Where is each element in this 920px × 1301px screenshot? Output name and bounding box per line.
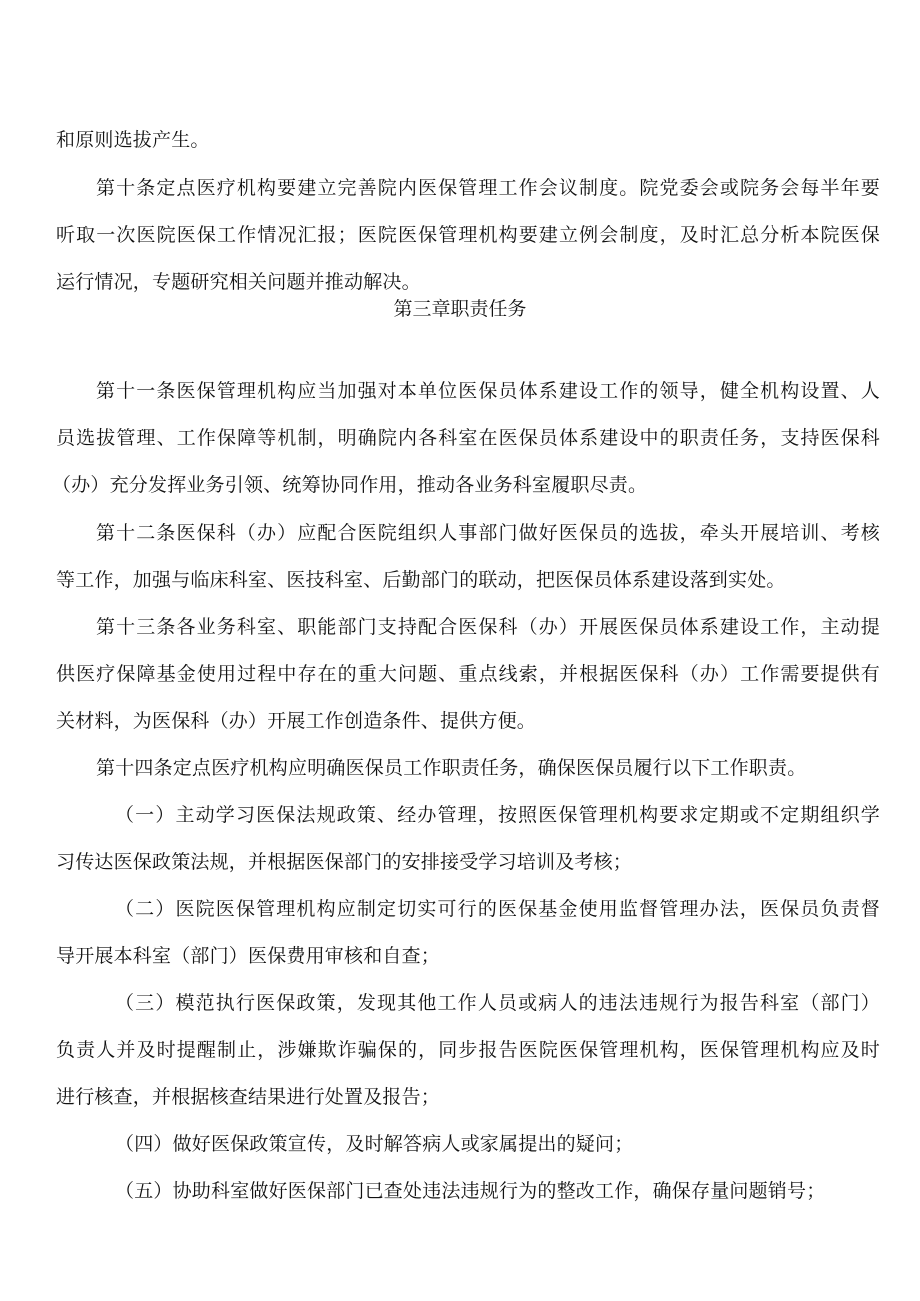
text-line: 供医疗保障基金使用过程中存在的重大问题、重点线索，并根据医保科（办）工作需要提供有 — [56, 663, 880, 685]
text-line: 导开展本科室（部门）医保费用审核和自查； — [56, 945, 441, 967]
text-line: （一）主动学习医保法规政策、经办管理，按照医保管理机构要求定期或不定期组织学 — [115, 804, 880, 826]
text-line: 关材料，为医保科（办）开展工作创造条件、提供方便。 — [56, 710, 537, 732]
text-line: 员选拔管理、工作保障等机制，明确院内各科室在医保员体系建设中的职责任务，支持医保科 — [56, 427, 880, 449]
text-line: （三）模范执行医保政策，发现其他工作人员或病人的违法违规行为报告科室（部门） — [115, 992, 880, 1014]
text-line: 第十一条医保管理机构应当加强对本单位医保员体系建设工作的领导，健全机构设置、人 — [96, 380, 880, 402]
text-line: 第十三条各业务科室、职能部门支持配合医保科（办）开展医保员体系建设工作，主动提 — [96, 616, 880, 638]
text-line: 习传达医保政策法规，并根据医保部门的安排接受学习培训及考核； — [56, 851, 633, 873]
text-line: 负责人并及时提醒制止，涉嫌欺诈骗保的，同步报告医院医保管理机构，医保管理机构应及时 — [56, 1039, 880, 1061]
text-line: （四）做好医保政策宣传，及时解答病人或家属提出的疑问； — [115, 1133, 634, 1155]
text-line: 等工作，加强与临床科室、医技科室、后勤部门的联动，把医保员体系建设落到实处。 — [56, 569, 786, 591]
text-line: 听取一次医院医保工作情况汇报；医院医保管理机构要建立例会制度，及时汇总分析本院医保 — [56, 224, 880, 246]
text-line: 第十条定点医疗机构要建立完善院内医保管理工作会议制度。院党委会或院务会每半年要 — [96, 177, 880, 199]
chapter-heading: 第三章职责任务 — [393, 298, 527, 320]
text-line: （五）协助科室做好医保部门已查处违法违规行为的整改工作，确保存量问题销号； — [115, 1180, 826, 1202]
text-line: （办）充分发挥业务引领、统筹协同作用，推动各业务科室履职尽责。 — [52, 474, 648, 496]
text-line: （二）医院医保管理机构应制定切实可行的医保基金使用监督管理办法，医保员负责督 — [115, 898, 880, 920]
text-line: 进行核查，并根据核查结果进行处置及报告； — [56, 1086, 441, 1108]
text-line: 和原则选拔产生。 — [56, 129, 210, 151]
text-line: 第十四条定点医疗机构应明确医保员工作职责任务，确保医保员履行以下工作职责。 — [96, 757, 807, 779]
text-line: 运行情况，专题研究相关问题并推动解决。 — [56, 271, 421, 293]
text-line: 第十二条医保科（办）应配合医院组织人事部门做好医保员的选拔，牵头开展培训、考核 — [96, 522, 880, 544]
